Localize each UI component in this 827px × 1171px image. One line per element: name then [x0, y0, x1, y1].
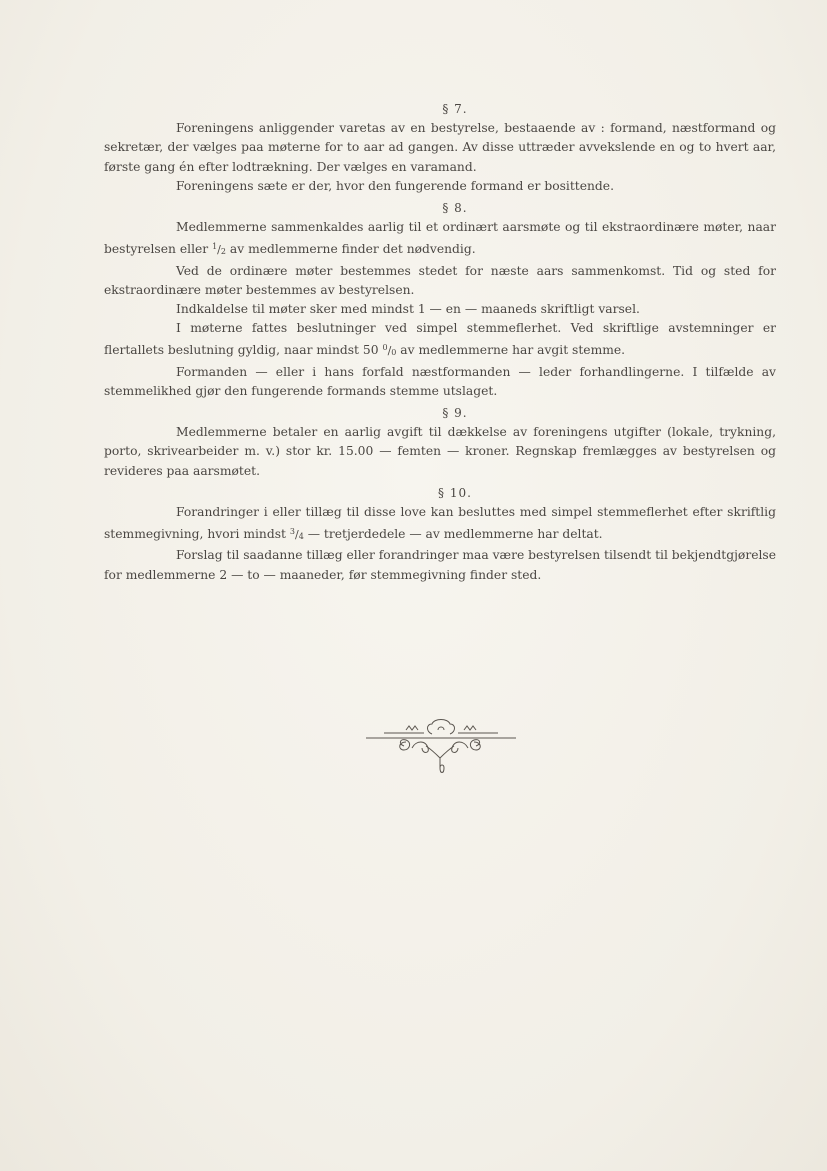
section-8-paragraph-5: Formanden — eller i hans forfald næstformanden — leder forhandlingerne. I tilfælde av stemmelikhed gjør den fungerende formands stemme utslaget. [104, 364, 776, 398]
section-7-paragraph-2: Foreningens sæte er der, hvor den fungerende formand er bosittende. [176, 178, 614, 193]
section-7-paragraph-1: Foreningens anliggender varetas av en bestyrelse, bestaaende av : formand, næstformand og sekretær, der vælges paa møterne for to aar ad gangen. Av disse uttræder avvekslende en og to hvert aar, første gang én efter lodtrækning. Der vælges en varamand. [104, 121, 776, 174]
section-9-heading: § 9. [442, 406, 468, 421]
section-8-heading: § 8. [442, 201, 468, 215]
section-8-paragraph-3: Indkaldelse til møter sker med mindst 1 — en — maaneds skriftligt varsel. [176, 302, 640, 316]
fraction-one-half: $^1/_2$ [212, 242, 226, 257]
percent-sign: $^0/_0$ [382, 343, 397, 358]
section-10-paragraph-2: Forslag til saadanne tillæg eller forandringer maa være bestyrelsen tilsendt til bekjendtgjørelse for medlemmerne 2 — to — maaneder, før stemmegivning finder sted. [104, 548, 776, 582]
section-8-paragraph-4: I møterne fattes beslutninger ved simpel stemmeflerhet. Ved skriftlige avstemninger er flertallets beslutning gyldig, naar mindst 50 $^0/_0$ av medlemmerne har avgit stemme. [104, 321, 776, 358]
section-8-paragraph-2: Ved de ordinære møter bestemmes stedet for næste aars sammenkomst. Tid og sted for ekstraordinære møter bestemmes av bestyrelsen. [104, 263, 776, 297]
section-8-paragraph-1: Medlemmerne sammenkaldes aarlig til et ordinært aarsmøte og til ekstraordinære møter, naar bestyrelsen eller $^1/_2$ av medlemmerne finder det nødvendig. [104, 220, 776, 257]
section-10-paragraph-1: Forandringer i eller tillæg til disse love kan besluttes med simpel stemmeflerhet efter skriftlig stemmegivning, hvori mindst $^3/_4$ — tretjerdedele — av medlemmerne har deltat. [104, 505, 776, 542]
bylaws-text [104, 100, 776, 585]
section-10-heading: § 10. [438, 485, 472, 500]
section-7-heading: § 7. [442, 102, 468, 116]
ornament-vignette-icon [366, 716, 516, 778]
section-9-paragraph-1: Medlemmerne betaler en aarlig avgift til dækkelse av foreningens utgifter (lokale, trykning, porto, skrivearbeider m. v.) stor kr. 15.00 — femten — kroner. Regnskap fremlægges av bestyrelsen og revideres paa aarsmøtet. [104, 425, 776, 478]
fraction-three-quarters: $^3/_4$ [289, 527, 304, 542]
